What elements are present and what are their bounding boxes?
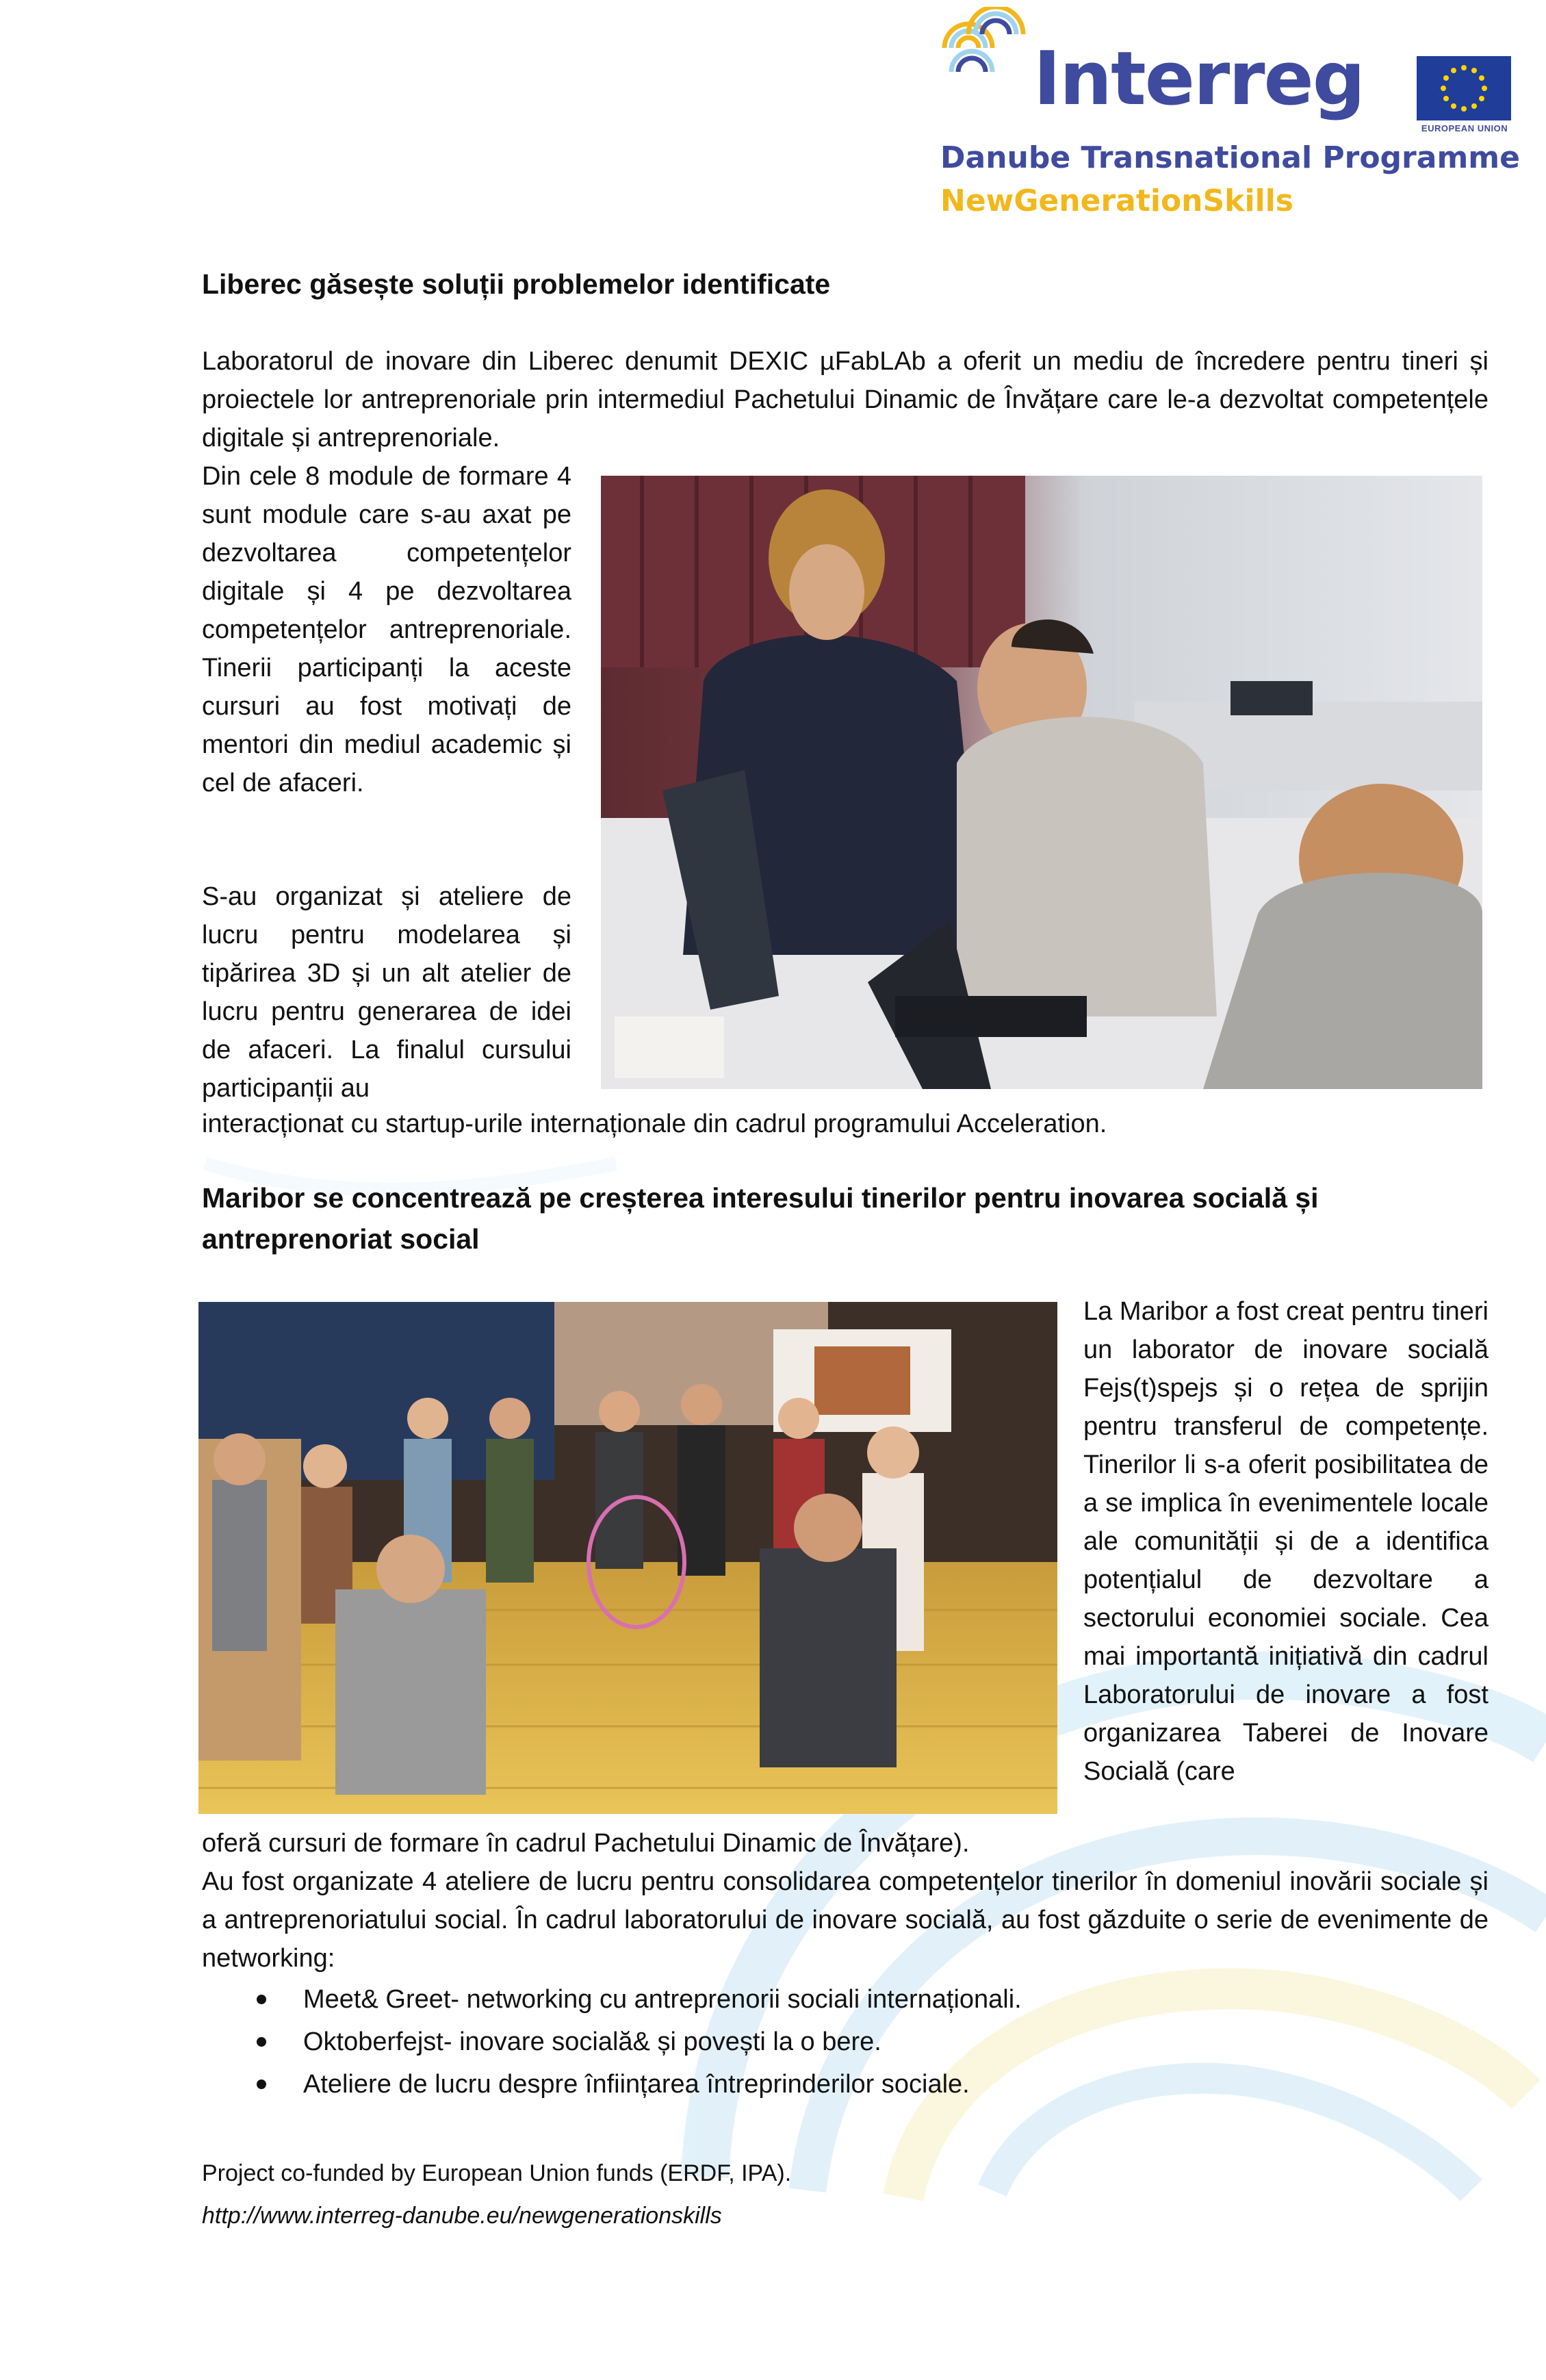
bullet-icon bbox=[257, 2037, 266, 2047]
paragraph-liberec-intro: Laboratorul de inovare din Liberec denumit DEXIC µFabLAb a oferit un mediu de încredere pentru tineri și proiectele lor antreprenoriale prin intermediul Pachetului Dinamic de Învățare care le-a dezvoltat competențele digitale și antreprenoriale. bbox=[202, 347, 1489, 452]
list-item-text: Ateliere de lucru despre înființarea întreprinderilor sociale. bbox=[303, 2070, 970, 2099]
interreg-logo bbox=[938, 0, 1519, 226]
section-heading-liberec: Liberec găsește soluții problemelor identificate bbox=[202, 268, 831, 300]
list-item-text: Oktoberfejst- inovare socială& și povești la o bere. bbox=[303, 2027, 881, 2056]
interreg-waves-icon bbox=[938, 7, 1040, 89]
eu-flag-icon bbox=[1417, 56, 1511, 120]
project-name: NewGenerationSkills bbox=[940, 183, 1293, 218]
list-item bbox=[202, 2063, 1489, 2106]
networking-events-list bbox=[202, 1978, 1489, 2106]
footer-url-link[interactable]: http://www.interreg-danube.eu/newgenerationskills bbox=[202, 2203, 722, 2229]
paragraph-maribor-workshops: Au fost organizate 4 ateliere de lucru pentru consolidarea competențelor tinerilor în domeniul inovării sociale și a antreprenoriatului social. În cadrul laboratorului de inovare socială, au fost găzduite o serie de evenimente de networking: bbox=[202, 1867, 1489, 1973]
paragraph-maribor-lab: La Maribor a fost creat pentru tineri un laborator de inovare socială Fejs(t)spejs și o rețea de sprijin pentru transferul de competențe. Tinerilor li s-a oferit posibilitatea de a se implica în evenimentele locale ale comunității și de a identifica potențialul de dezvoltare a sectorului economiei sociale. Cea mai importantă inițiativă din cadrul Laboratorului de inovare a fost organizarea Taberei de Inovare Socială (care bbox=[1083, 1297, 1489, 1786]
paragraph-maribor-lab-end: oferă cursuri de formare în cadrul Pachetului Dinamic de Învățare). bbox=[202, 1829, 970, 1858]
paragraph-liberec-workshops: S-au organizat și ateliere de lucru pentru modelarea și tipărirea 3D și un alt atelier de lucru pentru generarea de idei de afaceri. La finalul cursului participanții au bbox=[202, 882, 571, 1103]
bullet-icon bbox=[257, 2080, 266, 2089]
photo-liberec-lab bbox=[601, 476, 1482, 1089]
bullet-icon bbox=[257, 1995, 266, 2004]
section-heading-maribor: Maribor se concentrează pe creșterea interesului tinerilor pentru inovarea socială și antreprenoriat social bbox=[202, 1182, 1319, 1255]
list-item bbox=[202, 2021, 1489, 2063]
eu-label: EUROPEAN UNION bbox=[1421, 123, 1508, 133]
photo-maribor-circle bbox=[198, 1302, 1057, 1814]
footer-funding: Project co-funded by European Union funds (ERDF, IPA). bbox=[202, 2160, 792, 2186]
interreg-wordmark: Interreg bbox=[1033, 36, 1365, 122]
list-item bbox=[202, 1978, 1489, 2021]
list-item-text: Meet& Greet- networking cu antreprenorii sociali internaționali. bbox=[303, 1985, 1022, 2014]
paragraph-liberec-modules: Din cele 8 module de formare 4 sunt module care s-au axat pe dezvoltarea competențelor digitale și 4 pe dezvoltarea competențelor antreprenoriale. Tinerii participanți la aceste cursuri au fost motivați de mentori din mediul academic și cel de afaceri. bbox=[202, 462, 571, 797]
programme-name: Danube Transnational Programme bbox=[940, 140, 1520, 175]
paragraph-liberec-workshops-end: interacționat cu startup-urile internaționale din cadrul programului Acceleration. bbox=[202, 1110, 1107, 1138]
